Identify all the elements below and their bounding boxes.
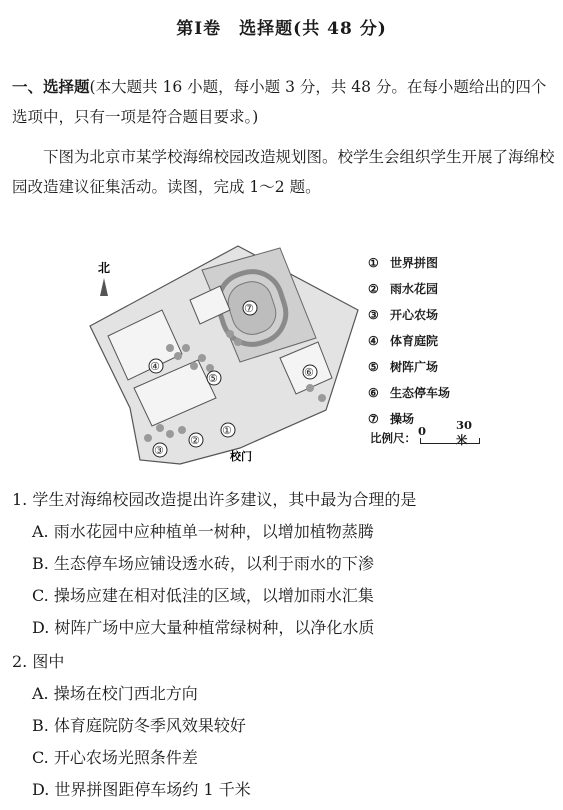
marker-7-label: ⑦ xyxy=(244,302,254,315)
marker-2-label: ② xyxy=(190,434,200,447)
legend-item: ② 雨水花园 xyxy=(368,282,439,296)
scale-start-label: 0 xyxy=(418,424,427,438)
legend-item: ⑥ 生态停车场 xyxy=(368,386,451,400)
section-text: (本大题共 16 小题，每小题 3 分，共 48 分。在每小题给出的四个选项中，只有一项是符合题目要求。) xyxy=(12,78,547,126)
scale-label: 比例尺： xyxy=(370,431,416,445)
section-instructions xyxy=(12,72,557,132)
marker-4-label: ④ xyxy=(150,360,160,373)
question-2-option-a: A. 操场在校门西北方向 xyxy=(32,684,198,703)
legend-item: ⑦ 操场 xyxy=(368,412,415,426)
gate-label: 校门 xyxy=(230,450,252,463)
question-2-option-c: C. 开心农场光照条件差 xyxy=(32,748,198,767)
marker-5-label: ⑤ xyxy=(208,372,218,385)
legend-item: ① 世界拼图 xyxy=(368,256,439,270)
question-1-stem: 1. 学生对海绵校园改造提出许多建议，其中最为合理的是 xyxy=(12,490,417,509)
question-1-option-a: A. 雨水花园中应种植单一树种，以增加植物蒸腾 xyxy=(32,522,374,541)
north-label: 北 xyxy=(98,261,111,275)
north-arrow-icon xyxy=(100,278,108,296)
section-heading: 一、选择题 xyxy=(12,77,90,96)
legend-item: ③ 开心农场 xyxy=(368,308,439,322)
legend-item: ④ 体育庭院 xyxy=(368,334,439,348)
question-2-option-b: B. 体育庭院防冬季风效果较好 xyxy=(32,716,246,735)
intro-paragraph: 下图为北京市某学校海绵校园改造规划图。校学生会组织学生开展了海绵校园改造建议征集活动。读图，完成 1～2 题。 xyxy=(12,148,555,196)
question-1-option-c: C. 操场应建在相对低洼的区域，以增加雨水汇集 xyxy=(32,586,374,605)
marker-3-label: ③ xyxy=(154,444,164,457)
marker-6-label: ⑥ xyxy=(304,366,314,379)
scale-line xyxy=(420,438,480,444)
question-2-option-d: D. 世界拼图距停车场约 1 千米 xyxy=(32,780,251,799)
legend-item: ⑤ 树阵广场 xyxy=(368,360,439,374)
question-1-option-b: B. 生态停车场应铺设透水砖，以利于雨水的下渗 xyxy=(32,554,374,573)
marker-1-label: ① xyxy=(222,424,232,437)
scale-end-label: 30米 xyxy=(456,418,473,447)
section-title: 第Ⅰ卷 选择题(共 48 分) xyxy=(176,19,387,39)
question-1-option-d: D. 树阵广场中应大量种植常绿树种，以净化水质 xyxy=(32,618,375,637)
figure-legend xyxy=(368,250,450,432)
question-2-stem: 2. 图中 xyxy=(12,652,65,671)
